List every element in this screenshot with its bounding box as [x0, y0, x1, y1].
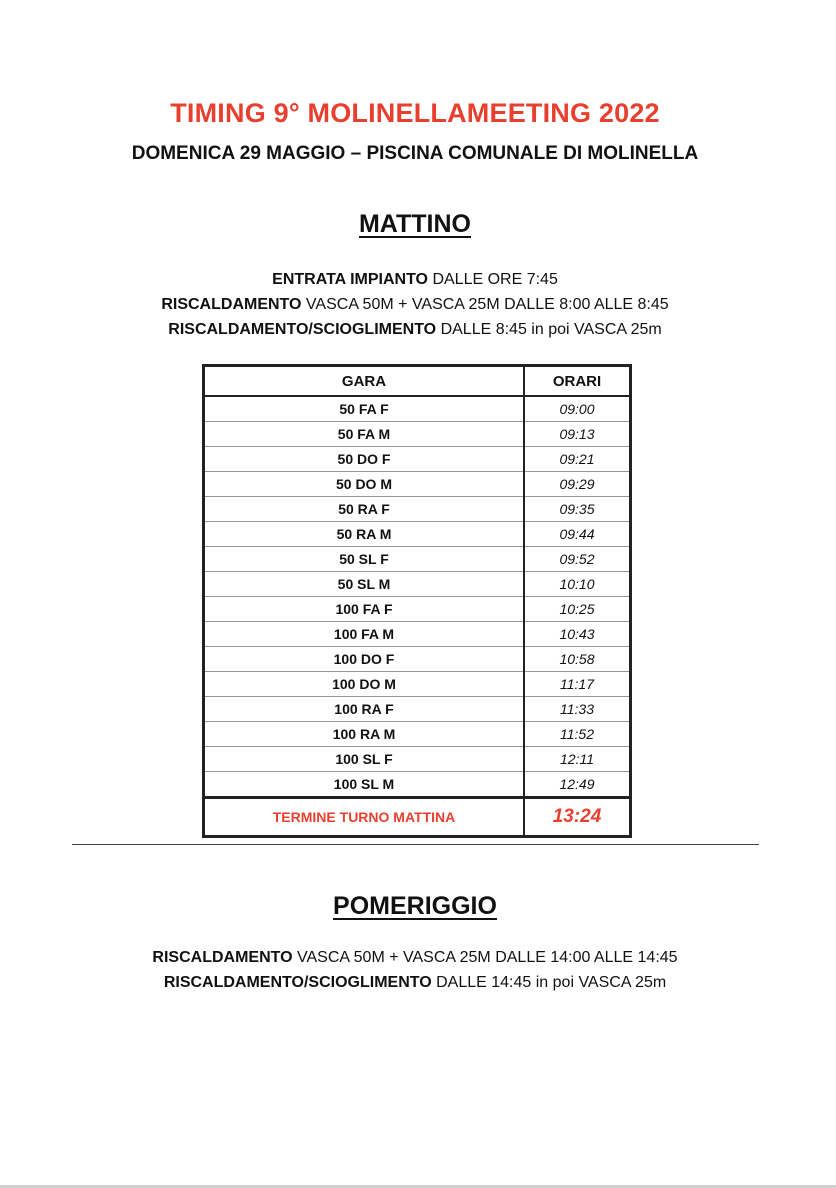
table-header-row [204, 366, 631, 397]
orario-cell: 11:52 [524, 722, 631, 747]
afternoon-info [0, 945, 830, 995]
gara-cell: 50 SL F [204, 547, 525, 572]
table-row [204, 622, 631, 647]
orario-cell: 09:44 [524, 522, 631, 547]
gara-cell: 100 SL M [204, 772, 525, 798]
end-of-session-label: TERMINE TURNO MATTINA [204, 798, 525, 837]
info-line-bold: RISCALDAMENTO [152, 949, 293, 966]
gara-cell: 50 DO F [204, 447, 525, 472]
info-line-bold: RISCALDAMENTO [161, 296, 302, 313]
info-line-bold: RISCALDAMENTO/SCIOGLIMENTO [168, 321, 437, 338]
orario-cell: 10:10 [524, 572, 631, 597]
gara-cell: 50 DO M [204, 472, 525, 497]
schedule-table [202, 364, 632, 838]
table-row [204, 647, 631, 672]
orario-cell: 10:43 [524, 622, 631, 647]
morning-info-line [0, 317, 830, 342]
orario-cell: 09:13 [524, 422, 631, 447]
table-row [204, 396, 631, 422]
gara-cell: 100 RA F [204, 697, 525, 722]
orario-cell: 09:00 [524, 396, 631, 422]
column-header-gara: GARA [204, 366, 525, 397]
orario-cell: 10:58 [524, 647, 631, 672]
info-line-bold: RISCALDAMENTO/SCIOGLIMENTO [163, 974, 432, 991]
orario-cell: 09:35 [524, 497, 631, 522]
gara-cell: 50 FA F [204, 396, 525, 422]
orario-cell: 10:25 [524, 597, 631, 622]
gara-cell: 100 DO M [204, 672, 525, 697]
column-header-orari: ORARI [524, 366, 631, 397]
table-row [204, 522, 631, 547]
table-row [204, 747, 631, 772]
orario-cell: 11:17 [524, 672, 631, 697]
table-row [204, 672, 631, 697]
gara-cell: 100 RA M [204, 722, 525, 747]
table-row [204, 572, 631, 597]
info-line-bold: ENTRATA IMPIANTO [272, 271, 428, 288]
schedule-body [204, 396, 631, 837]
table-row [204, 722, 631, 747]
table-row [204, 547, 631, 572]
afternoon-info-line [0, 945, 830, 970]
morning-info-line [0, 267, 830, 292]
page-title: TIMING 9° MOLINELLAMEETING 2022 [170, 98, 660, 128]
table-row [204, 472, 631, 497]
gara-cell: 50 SL M [204, 572, 525, 597]
info-line-text: DALLE 8:45 in poi VASCA 25m [436, 321, 662, 338]
orario-cell: 09:52 [524, 547, 631, 572]
end-of-session-row [204, 798, 631, 837]
info-line-text: DALLE ORE 7:45 [428, 271, 558, 288]
gara-cell: 100 FA F [204, 597, 525, 622]
table-row [204, 497, 631, 522]
afternoon-heading: POMERIGGIO [333, 892, 497, 920]
table-row [204, 422, 631, 447]
gara-cell: 50 RA F [204, 497, 525, 522]
info-line-text: VASCA 50M + VASCA 25M DALLE 14:00 ALLE 14:45 [292, 949, 678, 966]
morning-heading: MATTINO [358, 210, 471, 238]
page-subtitle: DOMENICA 29 MAGGIO – PISCINA COMUNALE DI MOLINELLA [131, 143, 699, 164]
gara-cell: 100 FA M [204, 622, 525, 647]
gara-cell: 100 SL F [204, 747, 525, 772]
table-row [204, 447, 631, 472]
table-row [204, 597, 631, 622]
info-line-text: DALLE 14:45 in poi VASCA 25m [431, 974, 667, 991]
gara-cell: 100 DO F [204, 647, 525, 672]
info-line-text: VASCA 50M + VASCA 25M DALLE 8:00 ALLE 8:45 [301, 296, 669, 313]
morning-info-line [0, 292, 830, 317]
orario-cell: 11:33 [524, 697, 631, 722]
table-row [204, 697, 631, 722]
orario-cell: 12:49 [524, 772, 631, 798]
orario-cell: 09:29 [524, 472, 631, 497]
orario-cell: 09:21 [524, 447, 631, 472]
table-row [204, 772, 631, 798]
orario-cell: 12:11 [524, 747, 631, 772]
gara-cell: 50 FA M [204, 422, 525, 447]
morning-info [0, 267, 830, 342]
section-divider [72, 844, 759, 845]
afternoon-info-line [0, 970, 830, 995]
gara-cell: 50 RA M [204, 522, 525, 547]
end-of-session-time: 13:24 [524, 798, 631, 837]
